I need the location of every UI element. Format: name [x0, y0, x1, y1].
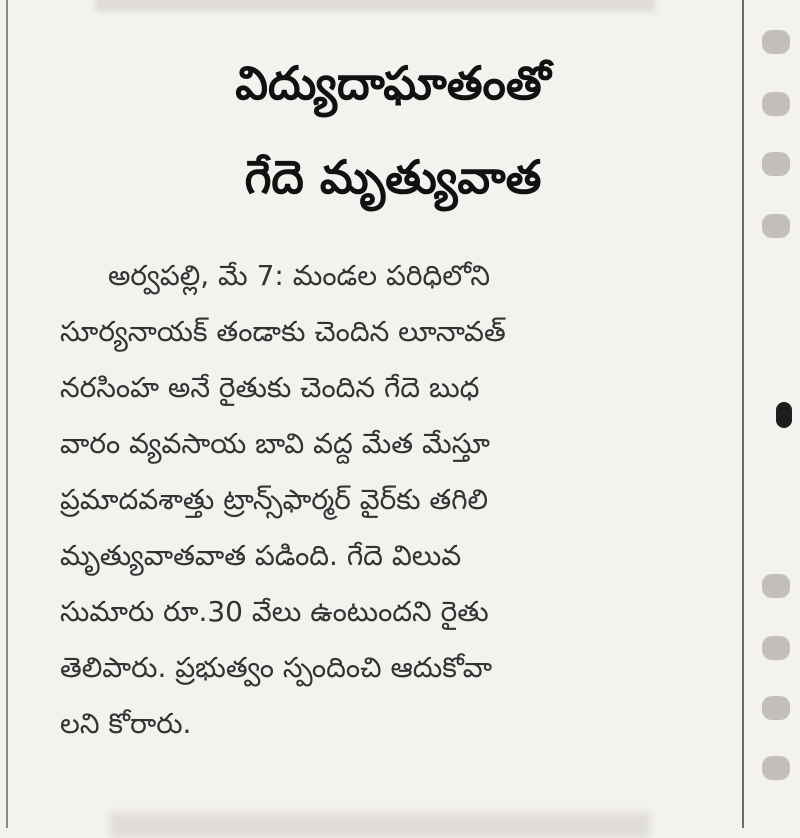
column-divider	[742, 0, 744, 828]
body-line-1: అర్వపల్లి, మే 7: మండల పరిధిలోని	[108, 259, 491, 292]
body-line-3: నరసింహ అనే రైతుకు చెందిన గేదె బుధ	[60, 371, 480, 404]
headline-line-1: విద్యుదాఘాతంతో	[235, 56, 551, 110]
side-column-fragment	[762, 214, 790, 238]
article-body	[60, 248, 726, 752]
side-column-fragment	[762, 30, 790, 54]
body-line-4: వారం వ్యవసాయ బావి వద్ద మేత మేస్తూ	[60, 427, 490, 460]
body-line-2: సూర్యనాయక్ తండాకు చెందిన లూనావత్	[60, 315, 506, 348]
body-line-8: తెలిపారు. ప్రభుత్వం స్పందించి ఆదుకోవా	[60, 651, 493, 684]
body-line-7: సుమారు రూ.30 వేలు ఉంటుందని రైతు	[60, 595, 489, 628]
headline-line-2: గేదె మృత్యువాత	[244, 150, 542, 204]
side-column-fragment	[762, 696, 790, 720]
left-column-rule	[6, 0, 8, 828]
body-line-5: ప్రమాదవశాత్తు ట్రాన్స్‌ఫార్మర్ వైర్‌కు తగిలి	[60, 483, 489, 516]
side-column-fragment	[762, 636, 790, 660]
body-line-6: మృత్యువాతవాత పడింది. గేదె విలువ	[60, 539, 462, 572]
side-column-fragment	[762, 756, 790, 780]
side-column-fragment	[762, 574, 790, 598]
bullet-icon	[776, 402, 792, 428]
article-headline	[60, 36, 726, 224]
side-column-fragment	[762, 152, 790, 176]
body-line-9: లని కోరారు.	[60, 707, 192, 740]
side-column-fragment	[762, 92, 790, 116]
news-article	[60, 36, 726, 752]
clipped-next-text	[110, 812, 650, 838]
clipped-previous-text	[95, 0, 655, 12]
